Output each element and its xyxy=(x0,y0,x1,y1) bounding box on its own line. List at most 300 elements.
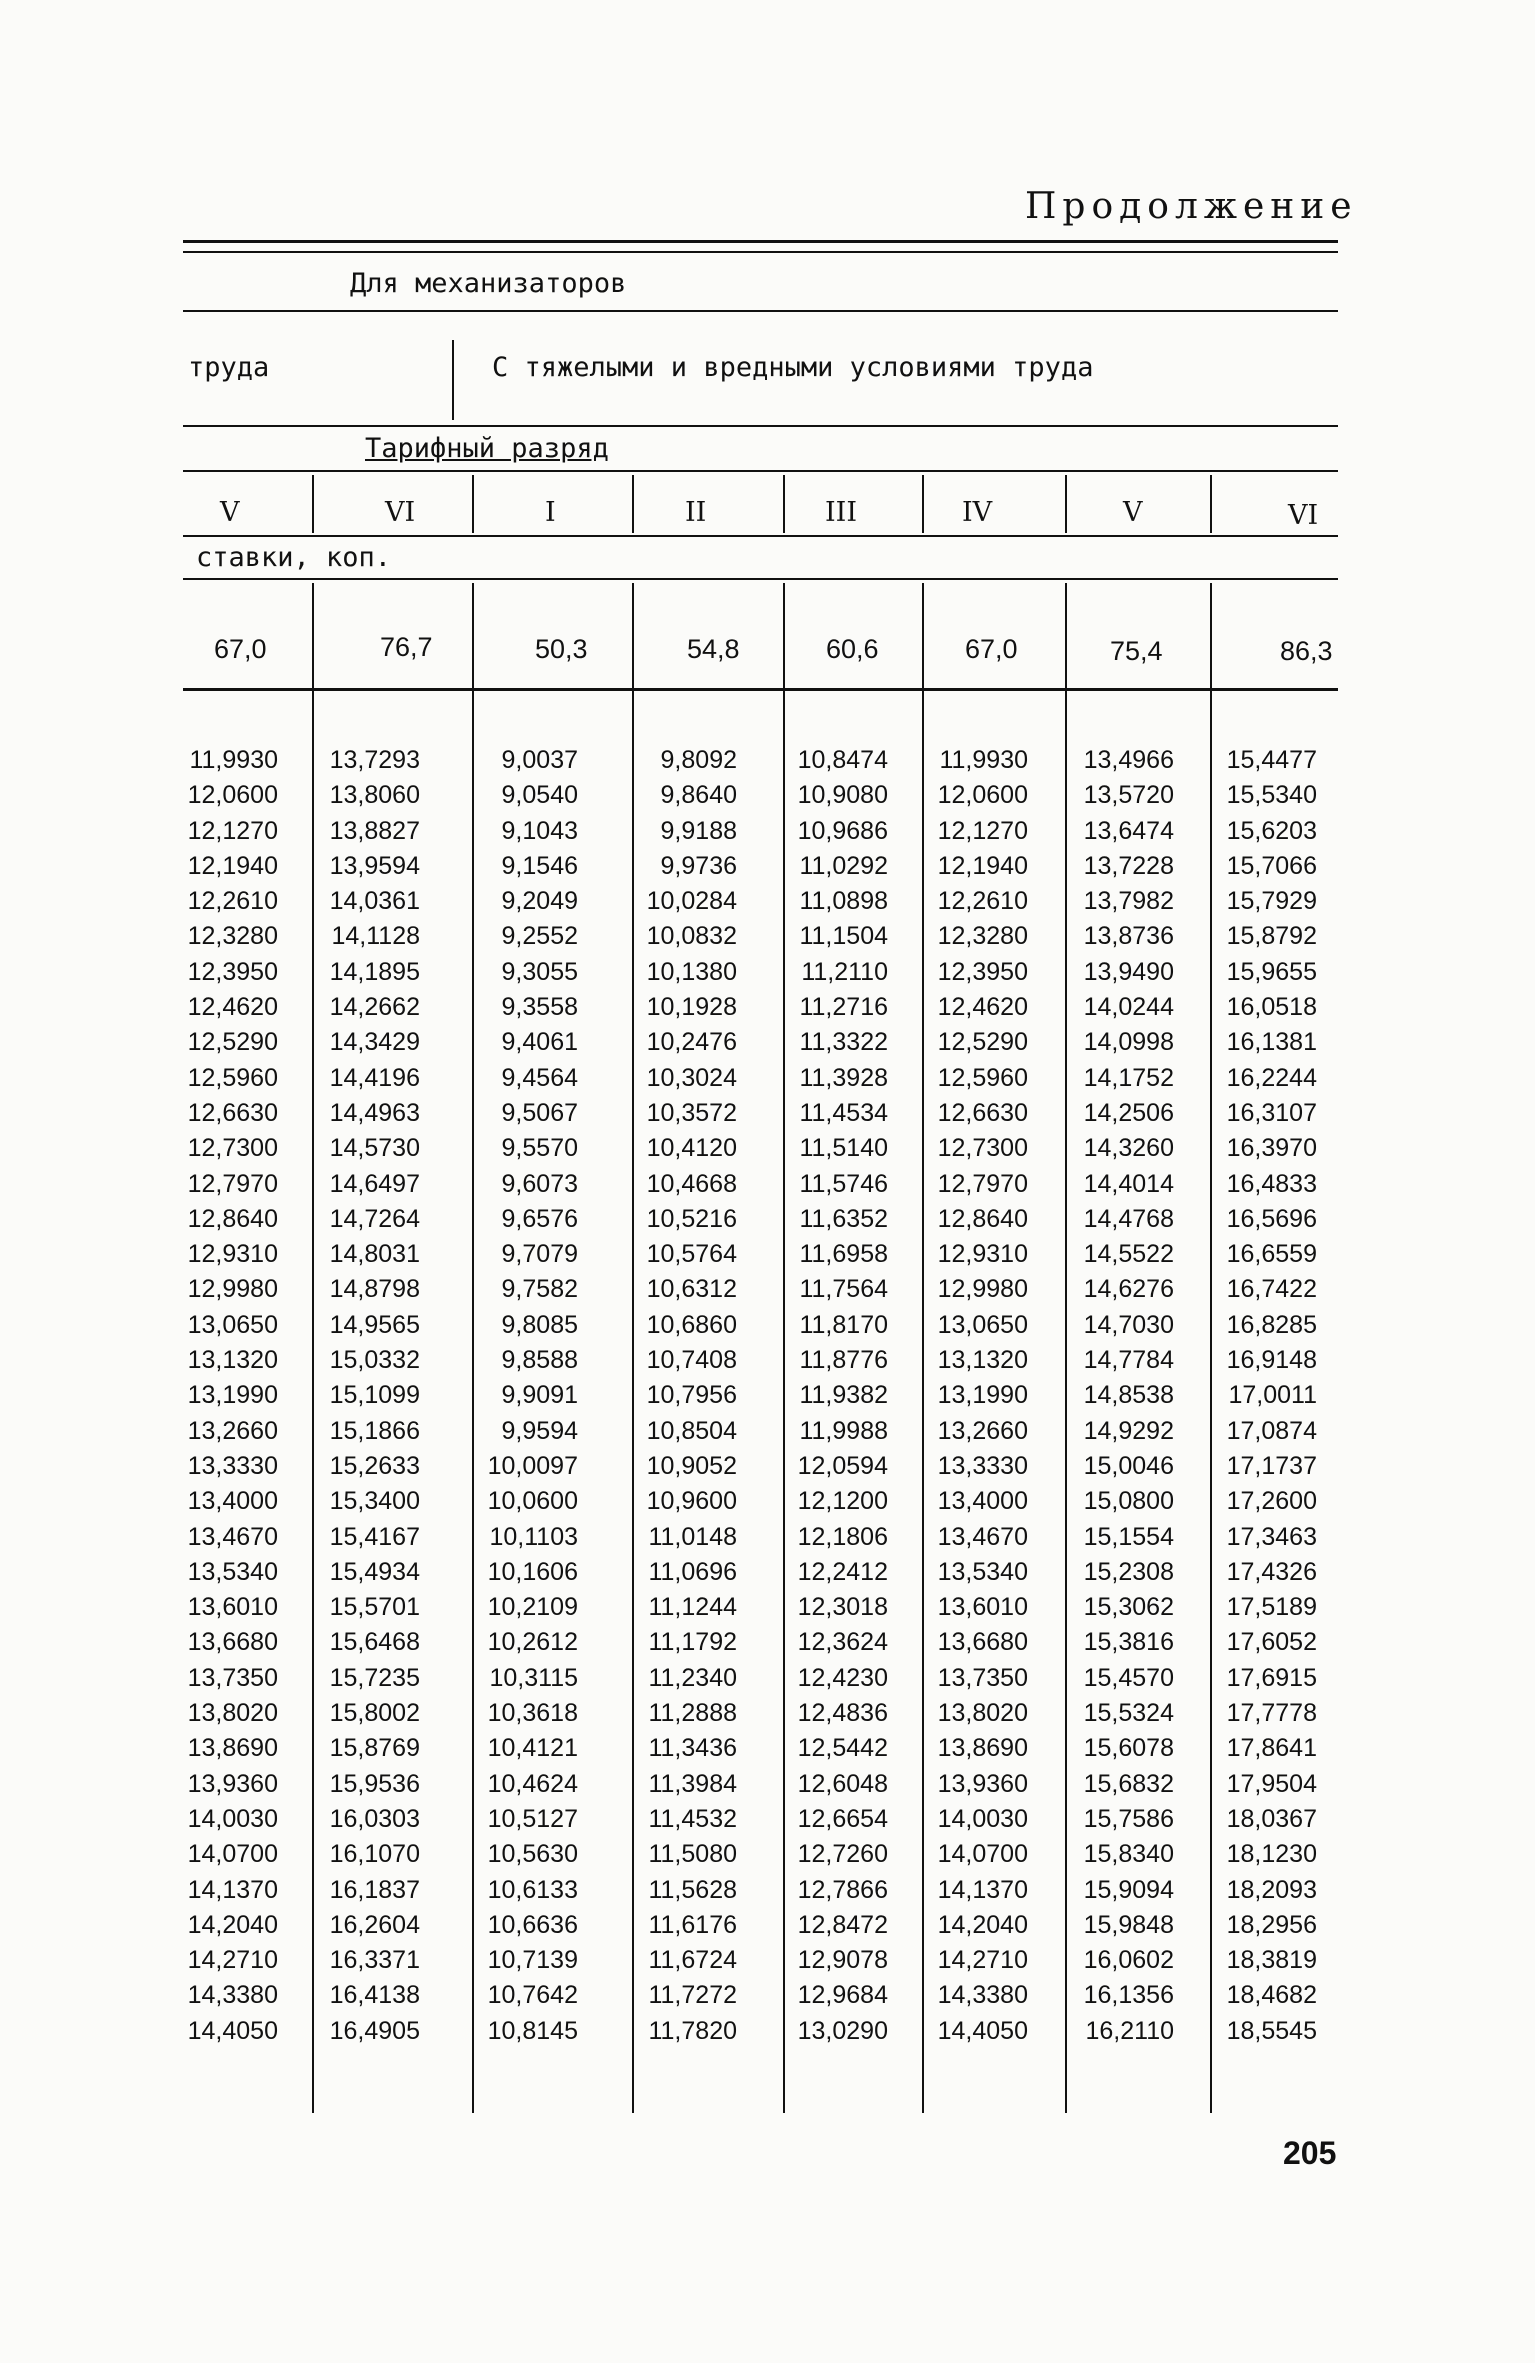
table-cell: 16,1837 xyxy=(329,1875,420,1904)
table-cell: 14,3380 xyxy=(937,1981,1028,2010)
table-cell: 14,1752 xyxy=(1083,1063,1174,1092)
table-cell: 10,7408 xyxy=(646,1346,737,1375)
grade-label: V xyxy=(1123,497,1143,528)
rate-value: 50,3 xyxy=(535,634,588,664)
table-cell: 9,3055 xyxy=(501,957,578,986)
table-cell: 13,3330 xyxy=(187,1451,278,1480)
table-cell: 11,4534 xyxy=(799,1098,888,1127)
table-cell: 10,4121 xyxy=(487,1734,578,1763)
table-cell: 10,0284 xyxy=(646,887,737,916)
table-cell: 10,2612 xyxy=(487,1628,578,1657)
table-cell: 12,7300 xyxy=(937,1134,1028,1163)
grade-divider xyxy=(632,475,634,533)
table-cell: 16,4138 xyxy=(329,1981,420,2010)
table-cell: 10,5764 xyxy=(646,1240,737,1269)
table-cell: 9,6576 xyxy=(501,1204,578,1233)
page-number: 205 xyxy=(1283,2135,1337,2171)
table-cell: 9,3558 xyxy=(501,993,578,1022)
table-cell: 13,2660 xyxy=(187,1416,278,1445)
table-cell: 11,2110 xyxy=(801,957,888,986)
grade-label: VI xyxy=(1288,500,1319,531)
rule-above-rates xyxy=(183,578,1338,580)
table-cell: 13,5720 xyxy=(1083,781,1174,810)
table-cell: 15,0800 xyxy=(1083,1487,1174,1516)
table-cell: 12,2610 xyxy=(187,887,278,916)
table-cell: 16,3107 xyxy=(1226,1098,1317,1127)
table-cell: 15,5324 xyxy=(1083,1699,1174,1728)
table-cell: 14,0030 xyxy=(187,1804,278,1833)
table-cell: 13,8690 xyxy=(187,1734,278,1763)
table-cell: 17,4326 xyxy=(1226,1557,1317,1586)
table-cell: 12,8472 xyxy=(797,1910,888,1939)
table-cell: 14,2040 xyxy=(187,1910,278,1939)
table-cell: 10,1928 xyxy=(646,993,737,1022)
table-cell: 12,7970 xyxy=(937,1169,1028,1198)
table-cell: 14,0244 xyxy=(1083,993,1174,1022)
table-cell: 12,1940 xyxy=(937,851,1028,880)
table-cell: 15,1866 xyxy=(329,1416,420,1445)
table-cell: 10,9600 xyxy=(646,1487,737,1516)
table-cell: 15,2308 xyxy=(1083,1557,1174,1586)
table-cell: 10,1380 xyxy=(646,957,737,986)
table-cell: 17,0874 xyxy=(1226,1416,1317,1445)
column-divider xyxy=(922,583,924,2113)
rate-value: 75,4 xyxy=(1110,636,1163,666)
rule-under-group xyxy=(183,310,1338,312)
table-cell: 14,4196 xyxy=(329,1063,420,1092)
table-cell: 10,1103 xyxy=(489,1522,578,1551)
table-cell: 9,4061 xyxy=(501,1028,578,1057)
table-cell: 10,0832 xyxy=(646,922,737,951)
rate-label: ставки, коп. xyxy=(196,542,392,573)
table-cell: 14,5522 xyxy=(1083,1240,1174,1269)
table-cell: 11,7272 xyxy=(648,1981,737,2010)
grade-divider xyxy=(1065,475,1067,533)
table-cell: 11,5628 xyxy=(648,1875,737,1904)
table-cell: 18,4682 xyxy=(1226,1981,1317,2010)
data-column-4 xyxy=(635,743,737,2049)
table-cell: 15,8002 xyxy=(329,1699,420,1728)
table-cell: 12,1200 xyxy=(797,1487,888,1516)
table-cell: 17,6052 xyxy=(1226,1628,1317,1657)
table-cell: 13,0650 xyxy=(937,1310,1028,1339)
table-cell: 9,9594 xyxy=(501,1416,578,1445)
table-cell: 10,8504 xyxy=(646,1416,737,1445)
table-cell: 18,0367 xyxy=(1226,1804,1317,1833)
tariff-grade-label: Тарифный разряд xyxy=(365,433,609,464)
rule-under-grades xyxy=(183,535,1338,537)
table-cell: 15,9094 xyxy=(1083,1875,1174,1904)
rule-under-conditions xyxy=(183,425,1338,427)
labor-label: труда xyxy=(188,352,270,383)
table-cell: 11,5746 xyxy=(799,1169,888,1198)
table-cell: 18,2956 xyxy=(1226,1910,1317,1939)
table-cell: 11,1244 xyxy=(648,1593,737,1622)
table-cell: 11,0898 xyxy=(799,887,888,916)
table-cell: 14,1895 xyxy=(329,957,420,986)
table-cell: 11,5140 xyxy=(799,1134,888,1163)
table-cell: 11,2888 xyxy=(648,1699,737,1728)
table-cell: 14,3380 xyxy=(187,1981,278,2010)
table-cell: 12,4620 xyxy=(937,993,1028,1022)
table-cell: 14,2710 xyxy=(187,1946,278,1975)
grade-label: IV xyxy=(962,497,993,528)
table-cell: 16,0602 xyxy=(1083,1946,1174,1975)
column-divider xyxy=(1065,583,1067,2113)
table-cell: 14,4963 xyxy=(329,1098,420,1127)
table-cell: 11,3322 xyxy=(799,1028,888,1057)
table-cell: 11,7820 xyxy=(648,2016,737,2045)
table-cell: 14,4050 xyxy=(187,2016,278,2045)
table-cell: 18,2093 xyxy=(1226,1875,1317,1904)
table-cell: 9,9091 xyxy=(501,1381,578,1410)
table-cell: 15,8792 xyxy=(1226,922,1317,951)
table-cell: 11,5080 xyxy=(648,1840,737,1869)
table-cell: 13,8827 xyxy=(329,816,420,845)
table-cell: 9,7079 xyxy=(501,1240,578,1269)
table-cell: 11,4532 xyxy=(648,1804,737,1833)
table-cell: 14,1370 xyxy=(937,1875,1028,1904)
grade-divider xyxy=(312,475,314,533)
table-cell: 11,9930 xyxy=(939,746,1028,774)
table-cell: 13,1990 xyxy=(187,1381,278,1410)
table-cell: 13,7350 xyxy=(187,1663,278,1692)
table-cell: 10,5216 xyxy=(646,1204,737,1233)
table-cell: 14,6497 xyxy=(329,1169,420,1198)
table-cell: 10,9686 xyxy=(797,816,888,845)
table-cell: 13,4000 xyxy=(937,1487,1028,1516)
table-cell: 16,5696 xyxy=(1226,1204,1317,1233)
table-cell: 11,7564 xyxy=(799,1275,888,1304)
table-cell: 10,1606 xyxy=(487,1557,578,1586)
table-cell: 13,5340 xyxy=(937,1557,1028,1586)
table-cell: 12,7300 xyxy=(187,1134,278,1163)
table-cell: 9,9188 xyxy=(660,816,737,845)
table-cell: 9,8085 xyxy=(501,1310,578,1339)
table-cell: 12,7866 xyxy=(797,1875,888,1904)
table-cell: 18,3819 xyxy=(1226,1946,1317,1975)
table-cell: 12,5960 xyxy=(187,1063,278,1092)
data-column-3 xyxy=(472,743,578,2049)
table-cell: 11,3984 xyxy=(648,1769,737,1798)
column-divider xyxy=(312,583,314,2113)
table-cell: 9,8640 xyxy=(660,781,737,810)
table-cell: 12,4620 xyxy=(187,993,278,1022)
table-cell: 14,2662 xyxy=(329,993,420,1022)
table-cell: 15,6468 xyxy=(329,1628,420,1657)
table-cell: 11,1504 xyxy=(799,922,888,951)
table-cell: 13,8020 xyxy=(937,1699,1028,1728)
table-cell: 14,3260 xyxy=(1083,1134,1174,1163)
table-cell: 16,4905 xyxy=(329,2016,420,2045)
table-cell: 16,8285 xyxy=(1226,1310,1317,1339)
data-column-7 xyxy=(1070,743,1174,2049)
table-cell: 10,2476 xyxy=(646,1028,737,1057)
table-cell: 17,6915 xyxy=(1226,1663,1317,1692)
table-cell: 13,6010 xyxy=(187,1593,278,1622)
table-cell: 15,9655 xyxy=(1226,957,1317,986)
table-cell: 15,7235 xyxy=(329,1663,420,1692)
table-cell: 9,7582 xyxy=(501,1275,578,1304)
table-cell: 13,1320 xyxy=(937,1346,1028,1375)
table-cell: 13,6680 xyxy=(187,1628,278,1657)
rate-value: 54,8 xyxy=(687,634,740,664)
table-cell: 11,3928 xyxy=(799,1063,888,1092)
table-cell: 15,6203 xyxy=(1226,816,1317,845)
table-cell: 12,6630 xyxy=(187,1098,278,1127)
table-cell: 17,1737 xyxy=(1226,1451,1317,1480)
table-cell: 11,9382 xyxy=(799,1381,888,1410)
table-cell: 14,7264 xyxy=(329,1204,420,1233)
table-cell: 10,5127 xyxy=(487,1804,578,1833)
table-cell: 10,6133 xyxy=(487,1875,578,1904)
table-cell: 12,6654 xyxy=(797,1804,888,1833)
table-cell: 10,8145 xyxy=(487,2016,578,2045)
table-cell: 12,0594 xyxy=(797,1451,888,1480)
rate-value: 67,0 xyxy=(214,634,267,664)
table-cell: 15,3400 xyxy=(329,1487,420,1516)
table-cell: 12,8640 xyxy=(187,1204,278,1233)
table-cell: 13,0290 xyxy=(797,2016,888,2045)
table-cell: 16,1356 xyxy=(1083,1981,1174,2010)
data-column-1 xyxy=(170,743,278,2049)
grade-divider xyxy=(783,475,785,533)
table-cell: 13,2660 xyxy=(937,1416,1028,1445)
table-cell: 17,2600 xyxy=(1226,1487,1317,1516)
table-cell: 13,4966 xyxy=(1083,746,1174,774)
data-column-5 xyxy=(785,743,888,2049)
table-cell: 14,8798 xyxy=(329,1275,420,1304)
table-cell: 12,4230 xyxy=(797,1663,888,1692)
table-cell: 9,6073 xyxy=(501,1169,578,1198)
table-cell: 14,0030 xyxy=(937,1804,1028,1833)
table-cell: 15,7586 xyxy=(1083,1804,1174,1833)
hard-conditions-label: С тяжелыми и вредными условиями труда xyxy=(492,352,1094,383)
table-cell: 13,7293 xyxy=(329,746,420,774)
table-cell: 12,9310 xyxy=(187,1240,278,1269)
table-cell: 14,4050 xyxy=(937,2016,1028,2045)
table-cell: 10,3618 xyxy=(487,1699,578,1728)
table-cell: 12,3018 xyxy=(797,1593,888,1622)
table-cell: 12,6048 xyxy=(797,1769,888,1798)
table-cell: 10,0097 xyxy=(487,1451,578,1480)
table-cell: 17,7778 xyxy=(1226,1699,1317,1728)
table-cell: 9,0540 xyxy=(501,781,578,810)
table-cell: 12,5290 xyxy=(187,1028,278,1057)
rate-value: 60,6 xyxy=(826,634,879,664)
data-column-8 xyxy=(1212,743,1317,2049)
grade-label: I xyxy=(545,497,556,528)
table-cell: 12,9310 xyxy=(937,1240,1028,1269)
table-cell: 12,6630 xyxy=(937,1098,1028,1127)
table-cell: 15,4167 xyxy=(329,1522,420,1551)
table-cell: 13,6680 xyxy=(937,1628,1028,1657)
table-cell: 15,0332 xyxy=(329,1346,420,1375)
table-cell: 13,4000 xyxy=(187,1487,278,1516)
column-divider xyxy=(632,583,634,2113)
table-cell: 14,0700 xyxy=(937,1840,1028,1869)
table-cell: 16,3371 xyxy=(329,1946,420,1975)
table-cell: 18,5545 xyxy=(1226,2016,1317,2045)
table-cell: 9,1043 xyxy=(501,816,578,845)
table-cell: 15,7066 xyxy=(1226,851,1317,880)
table-cell: 13,9490 xyxy=(1083,957,1174,986)
table-cell: 13,8736 xyxy=(1083,922,1174,951)
table-cell: 13,8690 xyxy=(937,1734,1028,1763)
grade-label: VI xyxy=(385,497,416,528)
table-cell: 12,3950 xyxy=(187,957,278,986)
rate-value: 76,7 xyxy=(380,632,433,662)
table-cell: 13,3330 xyxy=(937,1451,1028,1480)
table-cell: 10,2109 xyxy=(487,1593,578,1622)
table-cell: 17,8641 xyxy=(1226,1734,1317,1763)
table-cell: 9,2049 xyxy=(501,887,578,916)
table-cell: 9,8092 xyxy=(660,746,737,774)
table-cell: 13,8020 xyxy=(187,1699,278,1728)
table-cell: 14,5730 xyxy=(329,1134,420,1163)
table-cell: 14,1370 xyxy=(187,1875,278,1904)
table-cell: 15,3816 xyxy=(1083,1628,1174,1657)
table-cell: 15,2633 xyxy=(329,1451,420,1480)
rule-under-rates xyxy=(183,688,1338,691)
table-cell: 13,1320 xyxy=(187,1346,278,1375)
table-cell: 16,1381 xyxy=(1226,1028,1317,1057)
table-cell: 12,5290 xyxy=(937,1028,1028,1057)
table-cell: 14,0998 xyxy=(1083,1028,1174,1057)
table-cell: 12,7260 xyxy=(797,1840,888,1869)
table-cell: 11,8170 xyxy=(799,1310,888,1339)
table-cell: 14,0361 xyxy=(329,887,420,916)
table-cell: 13,6010 xyxy=(937,1593,1028,1622)
data-column-6 xyxy=(926,743,1028,2049)
table-cell: 10,7139 xyxy=(487,1946,578,1975)
table-cell: 14,7784 xyxy=(1083,1346,1174,1375)
table-cell: 16,6559 xyxy=(1226,1240,1317,1269)
grade-label: III xyxy=(825,497,857,528)
table-cell: 12,2610 xyxy=(937,887,1028,916)
table-cell: 15,6832 xyxy=(1083,1769,1174,1798)
table-cell: 12,9980 xyxy=(187,1275,278,1304)
table-cell: 16,9148 xyxy=(1226,1346,1317,1375)
table-cell: 14,8031 xyxy=(329,1240,420,1269)
table-cell: 14,0700 xyxy=(187,1840,278,1869)
table-cell: 17,9504 xyxy=(1226,1769,1317,1798)
table-cell: 11,2340 xyxy=(648,1663,737,1692)
table-cell: 16,2244 xyxy=(1226,1063,1317,1092)
table-cell: 9,1546 xyxy=(501,851,578,880)
table-cell: 9,5067 xyxy=(501,1098,578,1127)
table-cell: 12,1806 xyxy=(797,1522,888,1551)
table-cell: 16,0303 xyxy=(329,1804,420,1833)
table-cell: 9,2552 xyxy=(501,922,578,951)
table-cell: 10,3024 xyxy=(646,1063,737,1092)
grade-divider xyxy=(1210,475,1212,533)
table-cell: 13,7350 xyxy=(937,1663,1028,1692)
table-cell: 10,6312 xyxy=(646,1275,737,1304)
table-cell: 13,9360 xyxy=(937,1769,1028,1798)
table-cell: 12,0600 xyxy=(187,781,278,810)
table-cell: 14,1128 xyxy=(331,922,420,951)
table-cell: 17,5189 xyxy=(1226,1593,1317,1622)
header-divider xyxy=(452,340,454,420)
table-cell: 12,0600 xyxy=(937,781,1028,810)
table-cell: 10,9052 xyxy=(646,1451,737,1480)
table-cell: 12,5442 xyxy=(797,1734,888,1763)
table-cell: 16,7422 xyxy=(1226,1275,1317,1304)
table-cell: 10,4668 xyxy=(646,1169,737,1198)
table-cell: 11,9930 xyxy=(189,746,278,774)
table-cell: 14,3429 xyxy=(329,1028,420,1057)
table-cell: 10,3115 xyxy=(489,1663,578,1692)
table-cell: 16,2604 xyxy=(329,1910,420,1939)
table-cell: 16,2110 xyxy=(1085,2016,1174,2045)
table-cell: 16,1070 xyxy=(329,1840,420,1869)
table-cell: 15,5340 xyxy=(1226,781,1317,810)
table-cell: 13,4670 xyxy=(937,1522,1028,1551)
table-cell: 13,1990 xyxy=(937,1381,1028,1410)
table-cell: 12,5960 xyxy=(937,1063,1028,1092)
table-cell: 13,8060 xyxy=(329,781,420,810)
table-cell: 15,4934 xyxy=(329,1557,420,1586)
table-cell: 11,6176 xyxy=(648,1910,737,1939)
table-cell: 10,9080 xyxy=(797,781,888,810)
table-cell: 14,4768 xyxy=(1083,1204,1174,1233)
table-cell: 16,0518 xyxy=(1226,993,1317,1022)
table-cell: 11,0696 xyxy=(648,1557,737,1586)
table-cell: 15,5701 xyxy=(329,1593,420,1622)
table-cell: 16,4833 xyxy=(1226,1169,1317,1198)
table-cell: 10,7956 xyxy=(646,1381,737,1410)
table-cell: 14,2506 xyxy=(1083,1098,1174,1127)
data-column-2 xyxy=(318,743,420,2049)
table-cell: 11,0292 xyxy=(799,851,888,880)
table-cell: 12,3950 xyxy=(937,957,1028,986)
table-cell: 14,6276 xyxy=(1083,1275,1174,1304)
table-cell: 15,9536 xyxy=(329,1769,420,1798)
rate-value: 67,0 xyxy=(965,634,1018,664)
table-cell: 15,4477 xyxy=(1226,746,1317,774)
table-cell: 15,8769 xyxy=(329,1734,420,1763)
table-cell: 11,3436 xyxy=(648,1734,737,1763)
table-cell: 10,6636 xyxy=(487,1910,578,1939)
table-cell: 16,3970 xyxy=(1226,1134,1317,1163)
table-cell: 11,8776 xyxy=(799,1346,888,1375)
table-cell: 10,8474 xyxy=(797,746,888,774)
rule-above-grades xyxy=(183,470,1338,472)
table-cell: 13,6474 xyxy=(1083,816,1174,845)
table-cell: 13,7228 xyxy=(1083,851,1174,880)
table-cell: 14,2040 xyxy=(937,1910,1028,1939)
table-cell: 12,3624 xyxy=(797,1628,888,1657)
table-cell: 15,7929 xyxy=(1226,887,1317,916)
top-rule-2 xyxy=(183,251,1338,253)
table-cell: 14,7030 xyxy=(1083,1310,1174,1339)
table-cell: 15,3062 xyxy=(1083,1593,1174,1622)
table-cell: 9,4564 xyxy=(501,1063,578,1092)
table-cell: 12,9980 xyxy=(937,1275,1028,1304)
top-rule-1 xyxy=(183,240,1338,243)
table-cell: 9,8588 xyxy=(501,1346,578,1375)
page-heading: Продолжение xyxy=(1025,186,1358,227)
grade-label: V xyxy=(220,497,240,528)
table-cell: 11,6352 xyxy=(799,1204,888,1233)
table-cell: 11,2716 xyxy=(799,993,888,1022)
table-cell: 12,3280 xyxy=(937,922,1028,951)
table-cell: 12,7970 xyxy=(187,1169,278,1198)
table-cell: 10,3572 xyxy=(646,1098,737,1127)
table-cell: 14,9565 xyxy=(329,1310,420,1339)
table-cell: 11,6724 xyxy=(648,1946,737,1975)
